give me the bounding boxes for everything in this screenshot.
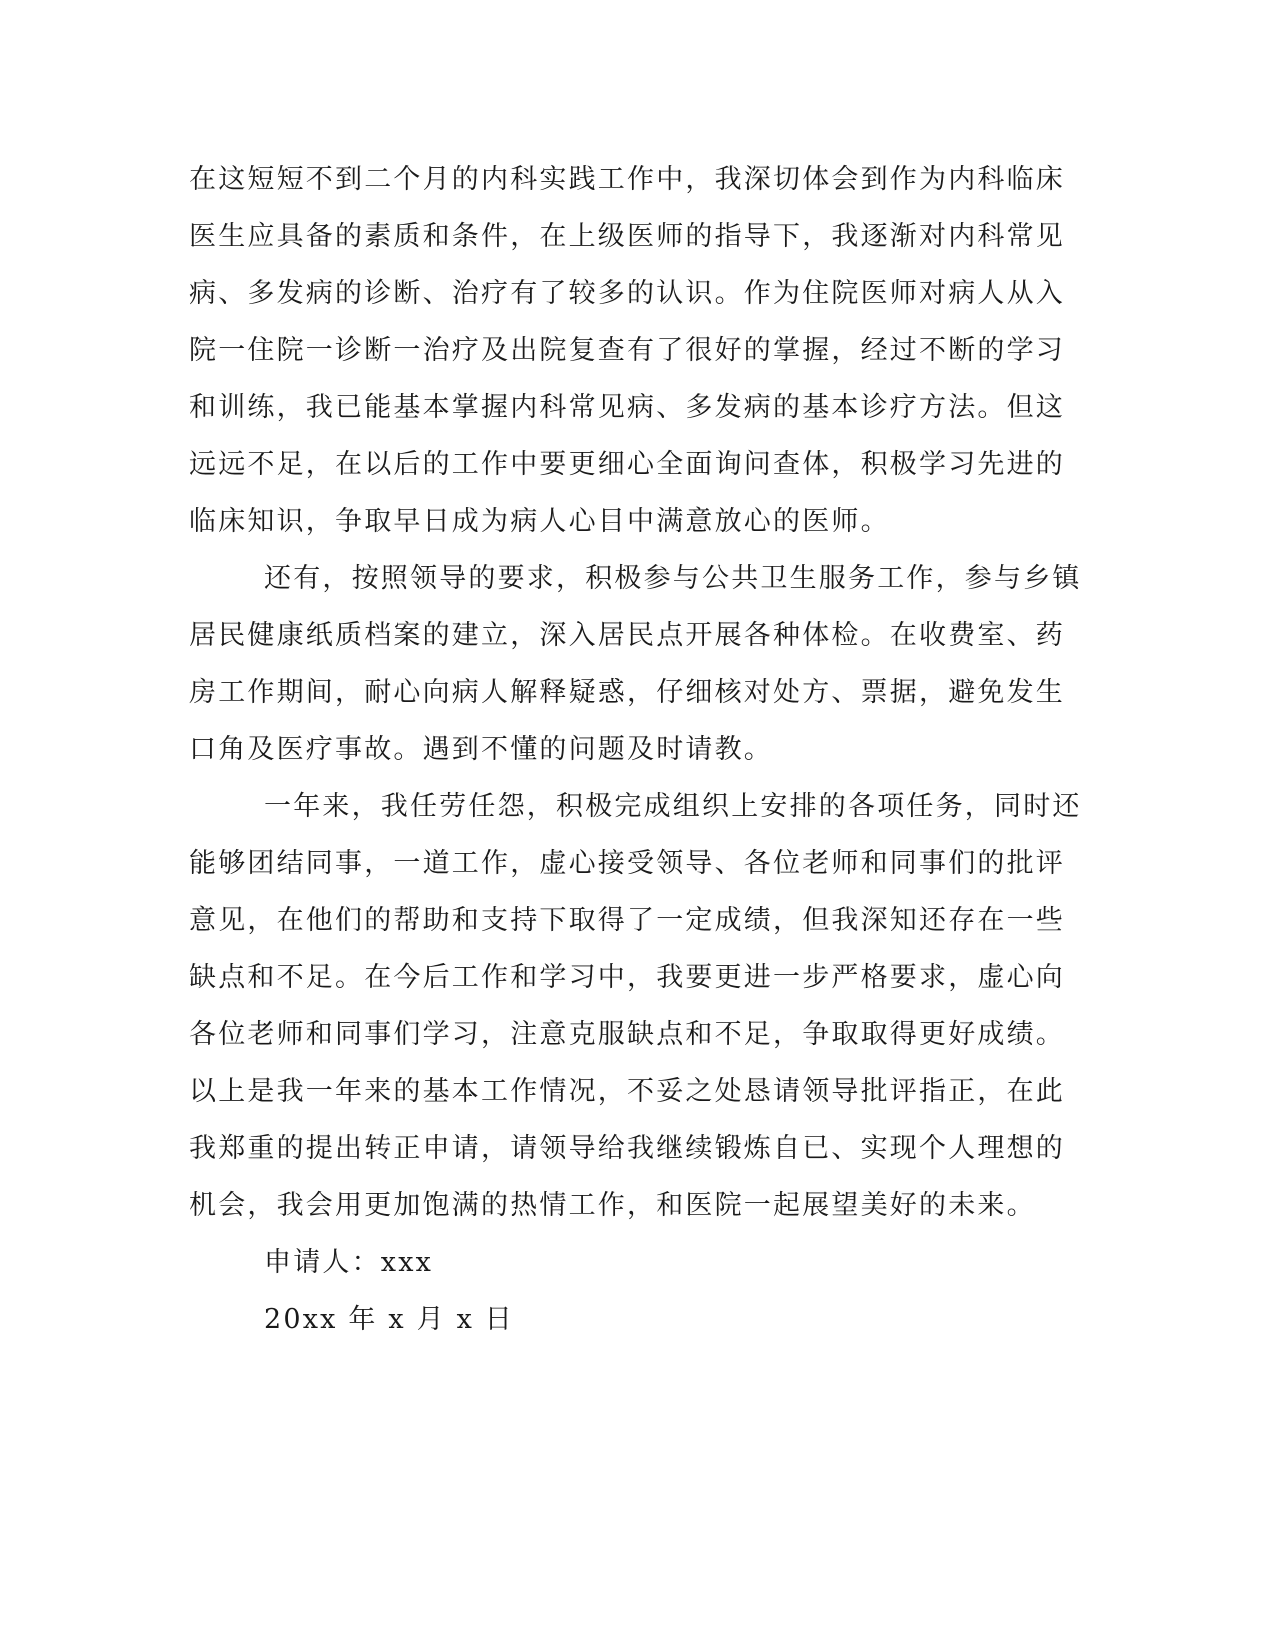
body-line: 和训练，我已能基本掌握内科常见病、多发病的基本诊疗方法。但这 bbox=[189, 392, 1065, 423]
applicant-signature: 申请人：xxx bbox=[264, 1247, 434, 1278]
body-line: 能够团结同事，一道工作，虚心接受领导、各位老师和同事们的批评 bbox=[189, 848, 1065, 879]
body-line: 以上是我一年来的基本工作情况，不妥之处恳请领导批评指正，在此 bbox=[189, 1076, 1065, 1107]
body-line: 房工作期间，耐心向病人解释疑惑，仔细核对处方、票据，避免发生 bbox=[189, 677, 1065, 708]
body-line: 机会，我会用更加饱满的热情工作，和医院一起展望美好的未来。 bbox=[189, 1190, 1036, 1221]
body-line: 远远不足，在以后的工作中要更细心全面询问查体，积极学习先进的 bbox=[189, 449, 1065, 480]
body-line: 居民健康纸质档案的建立，深入居民点开展各种体检。在收费室、药 bbox=[189, 620, 1065, 651]
body-line: 临床知识，争取早日成为病人心目中满意放心的医师。 bbox=[189, 506, 890, 537]
body-line: 意见，在他们的帮助和支持下取得了一定成绩，但我深知还存在一些 bbox=[189, 905, 1065, 936]
body-line: 医生应具备的素质和条件，在上级医师的指导下，我逐渐对内科常见 bbox=[189, 221, 1065, 252]
body-line: 各位老师和同事们学习，注意克服缺点和不足，争取取得更好成绩。 bbox=[189, 1019, 1065, 1050]
body-line: 口角及医疗事故。遇到不懂的问题及时请教。 bbox=[189, 734, 773, 765]
body-line: 还有，按照领导的要求，积极参与公共卫生服务工作，参与乡镇 bbox=[264, 563, 1082, 594]
body-line: 一年来，我任劳任怨，积极完成组织上安排的各项任务，同时还 bbox=[264, 791, 1082, 822]
body-line: 我郑重的提出转正申请，请领导给我继续锻炼自已、实现个人理想的 bbox=[189, 1133, 1065, 1164]
body-line: 缺点和不足。在今后工作和学习中，我要更进一步严格要求，虚心向 bbox=[189, 962, 1065, 993]
body-line: 在这短短不到二个月的内科实践工作中，我深切体会到作为内科临床 bbox=[189, 164, 1065, 195]
body-line: 病、多发病的诊断、治疗有了较多的认识。作为住院医师对病人从入 bbox=[189, 278, 1065, 309]
application-date: 20xx 年 x 月 x 日 bbox=[264, 1304, 514, 1335]
body-line: 院一住院一诊断一治疗及出院复查有了很好的掌握，经过不断的学习 bbox=[189, 335, 1065, 366]
